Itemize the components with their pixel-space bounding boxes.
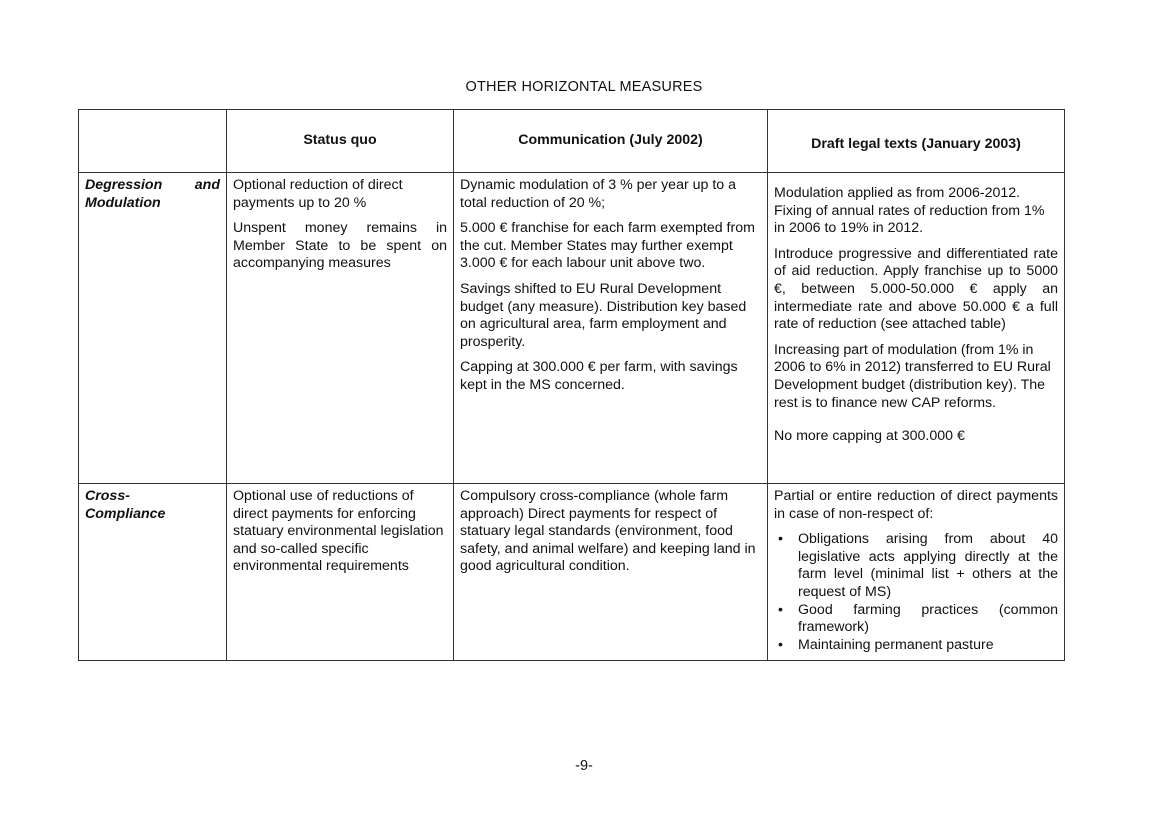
- cell-paragraph: Optional use of reductions of direct payments for enforcing statuary environmental legislation and so-called specific environmental requirements: [233, 488, 444, 575]
- list-item: [778, 531, 1058, 601]
- bullet-icon: •: [778, 531, 783, 548]
- page-title: OTHER HORIZONTAL MEASURES: [465, 79, 703, 95]
- cell-draft-legal-texts: [768, 484, 1065, 661]
- cell-status-quo: [227, 173, 454, 484]
- list-item-text: Maintaining permanent pasture: [798, 636, 994, 653]
- measures-table: [78, 109, 1065, 661]
- row-label-part: Compliance: [85, 505, 166, 522]
- cell-paragraph: Partial or entire reduction of direct payments in case of non-respect of:: [774, 488, 1058, 522]
- row-label-part: Cross-: [85, 488, 130, 504]
- cell-paragraph: Increasing part of modulation (from 1% in 2006 to 6% in 2012) transferred to EU Rural Development budget (distribution key). The rest is to finance new CAP reforms.: [774, 341, 1051, 411]
- cell-paragraph: Unspent money remains in Member State to be spent on accompanying measures: [233, 220, 447, 272]
- cell-paragraph: Savings shifted to EU Rural Development budget (any measure). Distribution key based on agricultural area, farm employment and prosperity.: [460, 280, 747, 350]
- bullet-icon: •: [778, 601, 783, 618]
- page-number: -9-: [575, 758, 593, 774]
- cell-paragraph: No more capping at 300.000 €: [774, 428, 965, 445]
- cell-paragraph: Compulsory cross-compliance (whole farm approach) Direct payments for respect of statuary legal standards (environment, food safety, and animal welfare) and keeping land in good agricultural condition.: [460, 488, 756, 575]
- bullet-icon: •: [778, 636, 783, 653]
- header-draft-legal-texts: Draft legal texts (January 2003): [768, 110, 1065, 173]
- cell-paragraph: Introduce progressive and differentiated rate of aid reduction. Apply franchise up to 5000 €, between 5.000-50.000 € apply an intermediate rate and above 50.000 € a full rate of reduction (see attached table): [774, 245, 1058, 333]
- cell-paragraph: Capping at 300.000 € per farm, with savings kept in the MS concerned.: [460, 359, 738, 393]
- cell-paragraph: 5.000 € franchise for each farm exempted from the cut. Member States may further exempt 3.000 € for each labour unit above two.: [460, 220, 755, 272]
- table-header-row: [79, 110, 1065, 173]
- row-label-cross-compliance: [79, 484, 227, 661]
- list-item: [778, 636, 1058, 655]
- table-row-degression-modulation: [79, 173, 1065, 484]
- header-communication: Communication (July 2002): [454, 110, 768, 173]
- row-label-degression-modulation: [79, 173, 227, 484]
- header-status-quo: Status quo: [227, 110, 454, 173]
- cell-draft-legal-texts: [768, 173, 1065, 484]
- bullet-list: [774, 531, 1058, 654]
- row-label-part: Degression: [85, 177, 163, 193]
- row-label-part: and: [194, 177, 220, 193]
- list-item-text: Obligations arising from about 40 legislative acts applying directly at the farm level (minimal list + others at the request of MS): [798, 531, 1058, 600]
- row-label-part: Modulation: [85, 194, 161, 211]
- cell-paragraph: Modulation applied as from 2006-2012. Fixing of annual rates of reduction from 1% in 2006 to 19% in 2012.: [774, 185, 1045, 237]
- cell-communication: [454, 173, 768, 484]
- list-item: [778, 601, 1058, 637]
- cell-paragraph: Optional reduction of direct payments up to 20 %: [233, 177, 403, 211]
- cell-communication: [454, 484, 768, 661]
- cell-status-quo: [227, 484, 454, 661]
- cell-paragraph: Dynamic modulation of 3 % per year up to a total reduction of 20 %;: [460, 177, 737, 211]
- table-row-cross-compliance: [79, 484, 1065, 661]
- list-item-text: Good farming practices (common framework): [798, 601, 1058, 636]
- header-empty: [79, 110, 227, 173]
